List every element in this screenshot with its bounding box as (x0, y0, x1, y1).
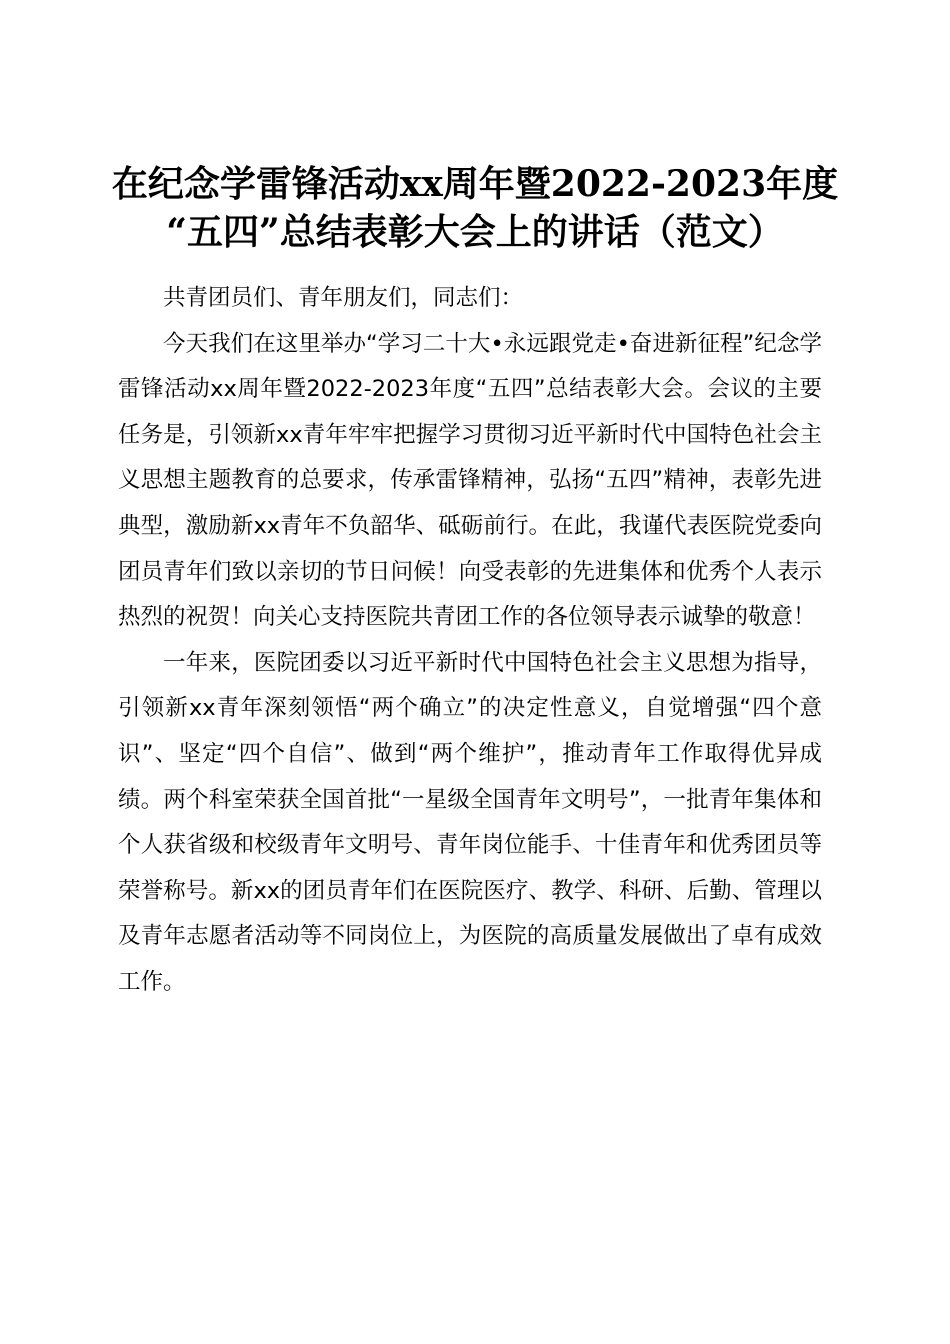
title-line-2: “五四”总结表彰大会上的讲话（范文） (166, 211, 784, 254)
paragraph-2: 一年来，医院团委以习近平新时代中国特色社会主义思想为指导，引领新xx青年深刻领悟“两个确立”的决定性意义，自觉增强“四个意识”、坚定“四个自信”、做到“两个维护”，推动青年工作取得优异成绩。两个科室荣获全国首批“一星级全国青年文明号”，一批青年集体和个人获省级和校级青年文明号、青年岗位能手、十佳青年和优秀团员等荣誉称号。新xx的团员青年们在医院医疗、教学、科研、后勤、管理以及青年志愿者活动等不同岗位上，为医院的高质量发展做出了卓有成效工作。 (118, 649, 822, 995)
document-title (60, 160, 890, 256)
paragraph-1: 今天我们在这里举办“学习二十大•永远跟党走•奋进新征程”纪念学雷锋活动xx周年暨2022-2023年度“五四”总结表彰大会。会议的主要任务是，引领新xx青年牢牢把握学习贯彻习近平新时代中国特色社会主义思想主题教育的总要求，传承雷锋精神，弘扬“五四”精神，表彰先进典型，激励新xx青年不负韶华、砥砺前行。在此，我谨代表医院党委向团员青年们致以亲切的节日问候！向受表彰的先进集体和优秀个人表示热烈的祝贺！向关心支持医院共青团工作的各位领导表示诚挚的敬意！ (118, 330, 822, 631)
title-line-1: 在纪念学雷锋活动xx周年暨2022-2023年度 (111, 163, 839, 206)
salutation: 共青团员们、青年朋友们，同志们： (163, 285, 524, 311)
document-body (118, 276, 822, 1006)
